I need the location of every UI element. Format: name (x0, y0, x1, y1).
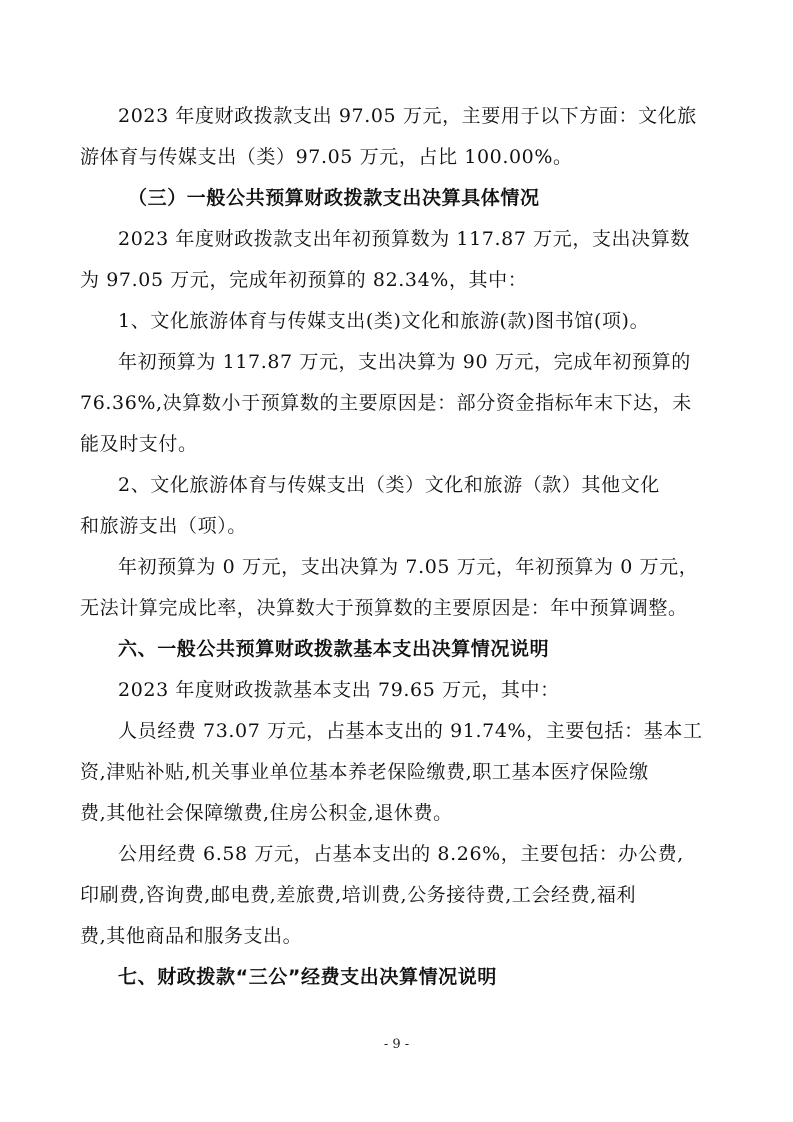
paragraph-budget-completion: 2023 年度财政拨款支出年初预算数为 117.87 万元，支出决算数 为 97.05 万元，完成年初预算的 82.34%，其中： (80, 228, 690, 291)
heading-general-budget-details: （三）一般公共预算财政拨款支出决算具体情况 (128, 187, 540, 209)
paragraph-personnel-expenses: 人员经费 73.07 万元，占基本支出的 91.74%，主要包括：基本工 资,津贴补贴,机关事业单位基本养老保险缴费,职工基本医疗保险缴 费,其他社会保障缴费,住房公积金,退休费。 (80, 720, 703, 824)
paragraph-item-other-culture: 2、文化旅游体育与传媒支出（类）文化和旅游（款）其他文化 和旅游支出（项）。 (80, 474, 660, 537)
document-body (80, 96, 716, 998)
paragraph-other-culture-budget: 年初预算为 0 万元，支出决算为 7.05 万元，年初预算为 0 万元， 无法计算完成比率，决算数大于预算数的主要原因是：年中预算调整。 (80, 556, 699, 619)
paragraph-item-library: 1、文化旅游体育与传媒支出(类)文化和旅游(款)图书馆(项)。 (118, 310, 650, 332)
paragraph-library-budget: 年初预算为 117.87 万元，支出决算为 90 万元，完成年初预算的 76.36%,决算数小于预算数的主要原因是：部分资金指标年末下达，未 能及时支付。 (80, 351, 692, 455)
heading-basic-expenditure: 六、一般公共预算财政拨款基本支出决算情况说明 (118, 638, 550, 660)
heading-three-public-expenses: 七、财政拨款“三公”经费支出决算情况说明 (118, 966, 497, 988)
paragraph-expenditure-summary: 2023 年度财政拨款支出 97.05 万元，主要用于以下方面：文化旅 游体育与传媒支出（类）97.05 万元，占比 100.00%。 (80, 105, 697, 168)
page-number: - 9 - (383, 1037, 410, 1052)
paragraph-basic-expenditure-total: 2023 年度财政拨款基本支出 79.65 万元，其中： (118, 679, 560, 701)
paragraph-public-expenses: 公用经费 6.58 万元，占基本支出的 8.26%，主要包括：办公费, 印刷费,咨询费,邮电费,差旅费,培训费,公务接待费,工会经费,福利 费,其他商品和服务支出。 (80, 843, 684, 947)
